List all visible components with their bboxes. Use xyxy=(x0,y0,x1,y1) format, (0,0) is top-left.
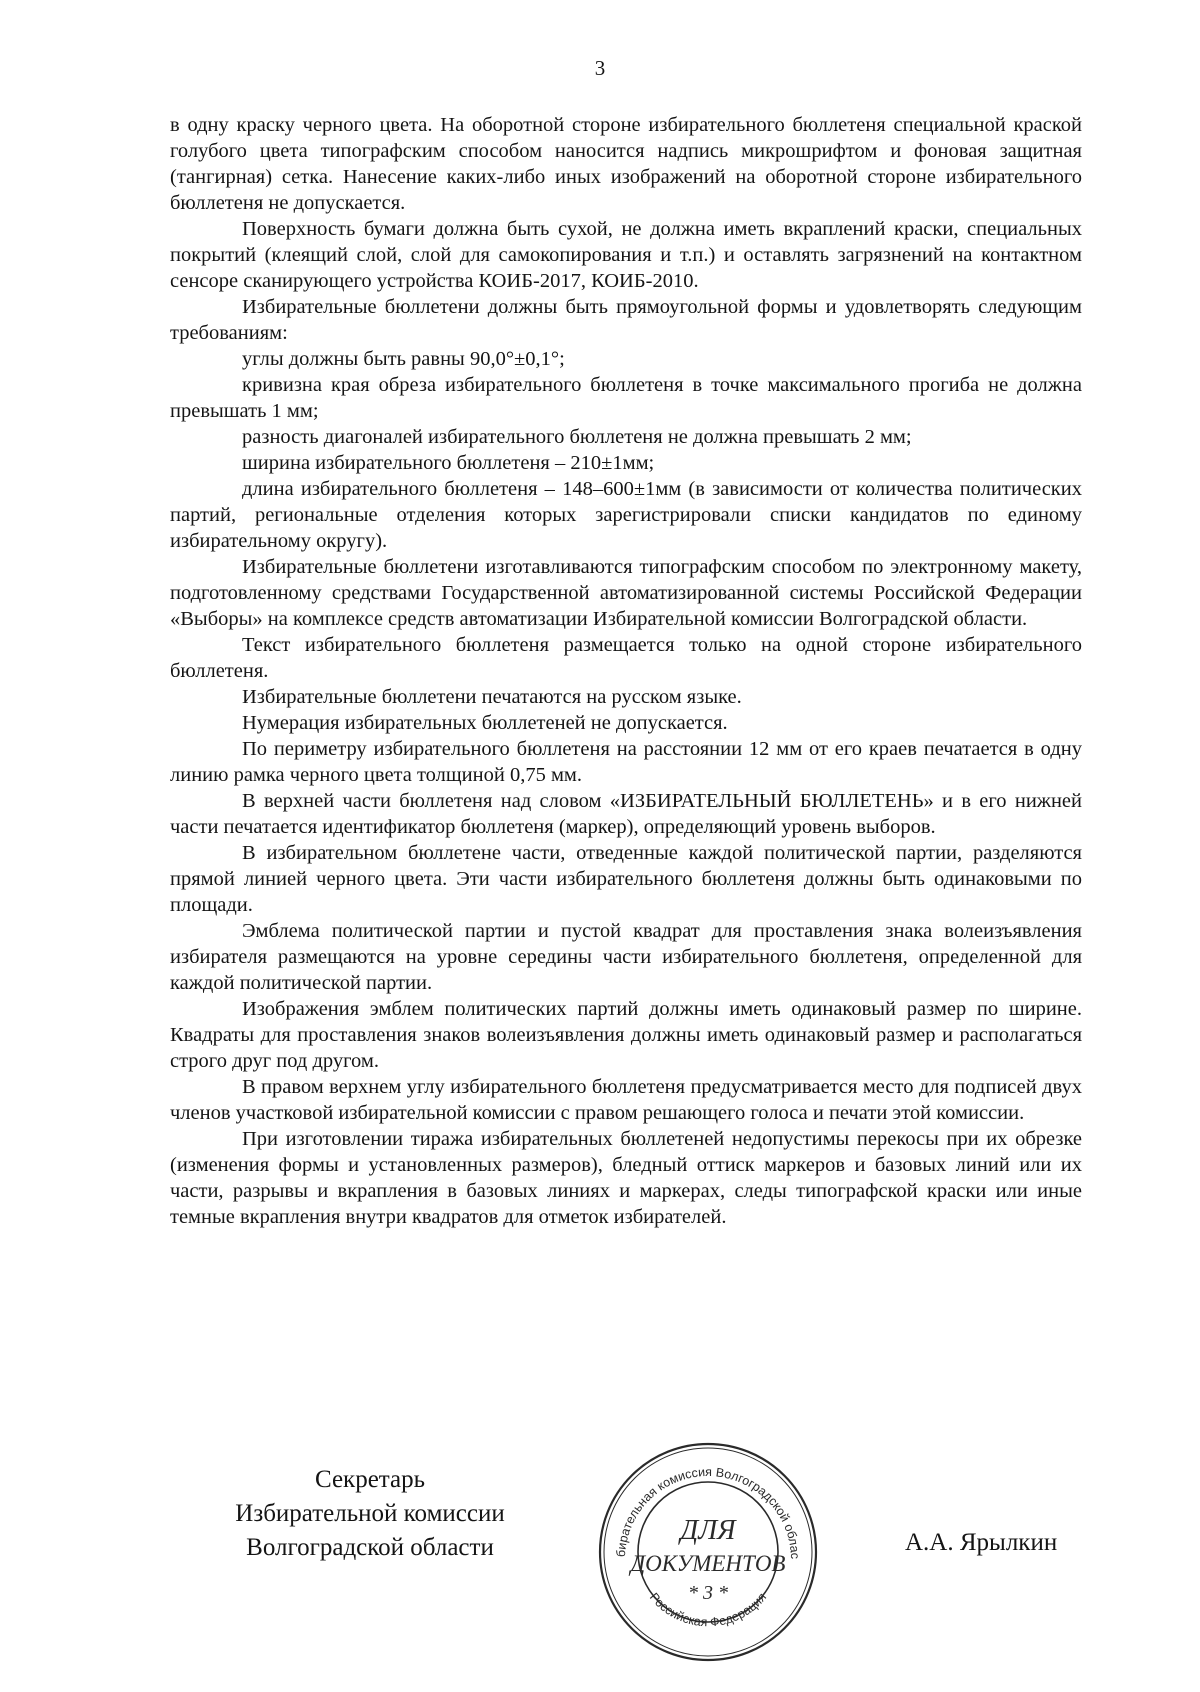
paragraph-14: В верхней части бюллетеня над словом «ИЗБИРАТЕЛЬНЫЙ БЮЛЛЕТЕНЬ» и в его нижней части печатается идентификатор бюллетеня (маркер), определяющий уровень выборов. xyxy=(170,790,1082,838)
paragraph-11: Избирательные бюллетени печатаются на русском языке. xyxy=(242,686,742,708)
seal-center-line-1: ДЛЯ xyxy=(680,1515,736,1546)
paragraph-15: В избирательном бюллетене части, отведенные каждой политической партии, разделяются прямой линией черного цвета. Эти части избирательного бюллетеня должны быть одинаковыми по площади. xyxy=(170,842,1082,916)
paragraph-2: Поверхность бумаги должна быть сухой, не должна иметь вкраплений краски, специальных покрытий (клеящий слой, слой для самокопирования и т.п.) и оставлять загрязнений на контактном сенсоре сканирующего устройства КОИБ-2017, КОИБ-2010. xyxy=(170,218,1082,292)
paragraph-4: углы должны быть равны 90,0°±0,1°; xyxy=(242,348,565,370)
seal-center-line-2: ДОКУМЕНТОВ xyxy=(630,1551,786,1576)
paragraph-18: В правом верхнем углу избирательного бюллетеня предусматривается место для подписей двух членов участковой избирательной комиссии с правом решающего голоса и печати этой комиссии. xyxy=(170,1076,1082,1124)
signer-title-line-2: Избирательной комиссии xyxy=(235,1500,505,1527)
paragraph-1: в одну краску черного цвета. На оборотной стороне избирательного бюллетеня специальной краской голубого цвета типографским способом наносится надпись микрошрифтом и фоновая защитная (тангирная) сетка. Нанесение каких-либо иных изображений на оборотной стороне избирательного бюллетеня не допускается. xyxy=(170,114,1082,214)
official-seal-stamp xyxy=(595,1439,821,1665)
paragraph-17: Изображения эмблем политических партий должны иметь одинаковый размер по ширине. Квадраты для проставления знаков волеизъявления должны иметь одинаковый размер и располагаться строго друг под другом. xyxy=(170,998,1082,1072)
page-number: 3 xyxy=(594,56,606,80)
signer-title-line-3: Волгоградской области xyxy=(246,1534,494,1561)
paragraph-7: ширина избирательного бюллетеня – 210±1мм; xyxy=(242,452,655,474)
paragraph-10: Текст избирательного бюллетеня размещается только на одной стороне избирательного бюллетеня. xyxy=(170,634,1082,682)
seal-ring-text-top: бирательная комиссия Волгоградской облас xyxy=(613,1465,803,1560)
paragraph-5: кривизна края обреза избирательного бюллетеня в точке максимального прогиба не должна превышать 1 мм; xyxy=(170,374,1082,422)
seal-ring-text-bottom: Российская Федерация xyxy=(646,1590,770,1630)
paragraph-16: Эмблема политической партии и пустой квадрат для проставления знака волеизъявления избирателя размещаются на уровне середины части избирательного бюллетеня, определенной для каждой политической партии. xyxy=(170,920,1082,994)
paragraph-9: Избирательные бюллетени изготавливаются типографским способом по электронному макету, подготовленному средствами Государственной автоматизированной системы Российской Федерации «Выборы» на комплексе средств автоматизации Избирательной комиссии Волгоградской области. xyxy=(170,556,1082,630)
document-body xyxy=(170,112,1082,1230)
paragraph-6: разность диагоналей избирательного бюллетеня не должна превышать 2 мм; xyxy=(242,426,912,448)
paragraph-13: По периметру избирательного бюллетеня на расстоянии 12 мм от его краев печатается в одну линию рамка черного цвета толщиной 0,75 мм. xyxy=(170,738,1082,786)
seal-center-line-3: * 3 * xyxy=(688,1582,728,1604)
signer-name: А.А. Ярылкин xyxy=(905,1529,1058,1556)
paragraph-8: длина избирательного бюллетеня – 148–600±1мм (в зависимости от количества политических партий, региональные отделения которых зарегистрировали списки кандидатов по единому избирательному округу). xyxy=(170,478,1082,552)
paragraph-12: Нумерация избирательных бюллетеней не допускается. xyxy=(242,712,728,734)
paragraph-19: При изготовлении тиража избирательных бюллетеней недопустимы перекосы при их обрезке (изменения формы и установленных размеров), бледный оттиск маркеров и базовых линий или их части, разрывы и вкрапления в базовых линиях и маркерах, следы типографской краски или иные темные вкрапления внутри квадратов для отметок избирателей. xyxy=(170,1128,1082,1228)
paragraph-3: Избирательные бюллетени должны быть прямоугольной формы и удовлетворять следующим требованиям: xyxy=(170,296,1082,344)
seal-graphic xyxy=(595,1439,821,1665)
signature-block xyxy=(190,1463,550,1565)
signer-title-line-1: Секретарь xyxy=(314,1466,426,1493)
